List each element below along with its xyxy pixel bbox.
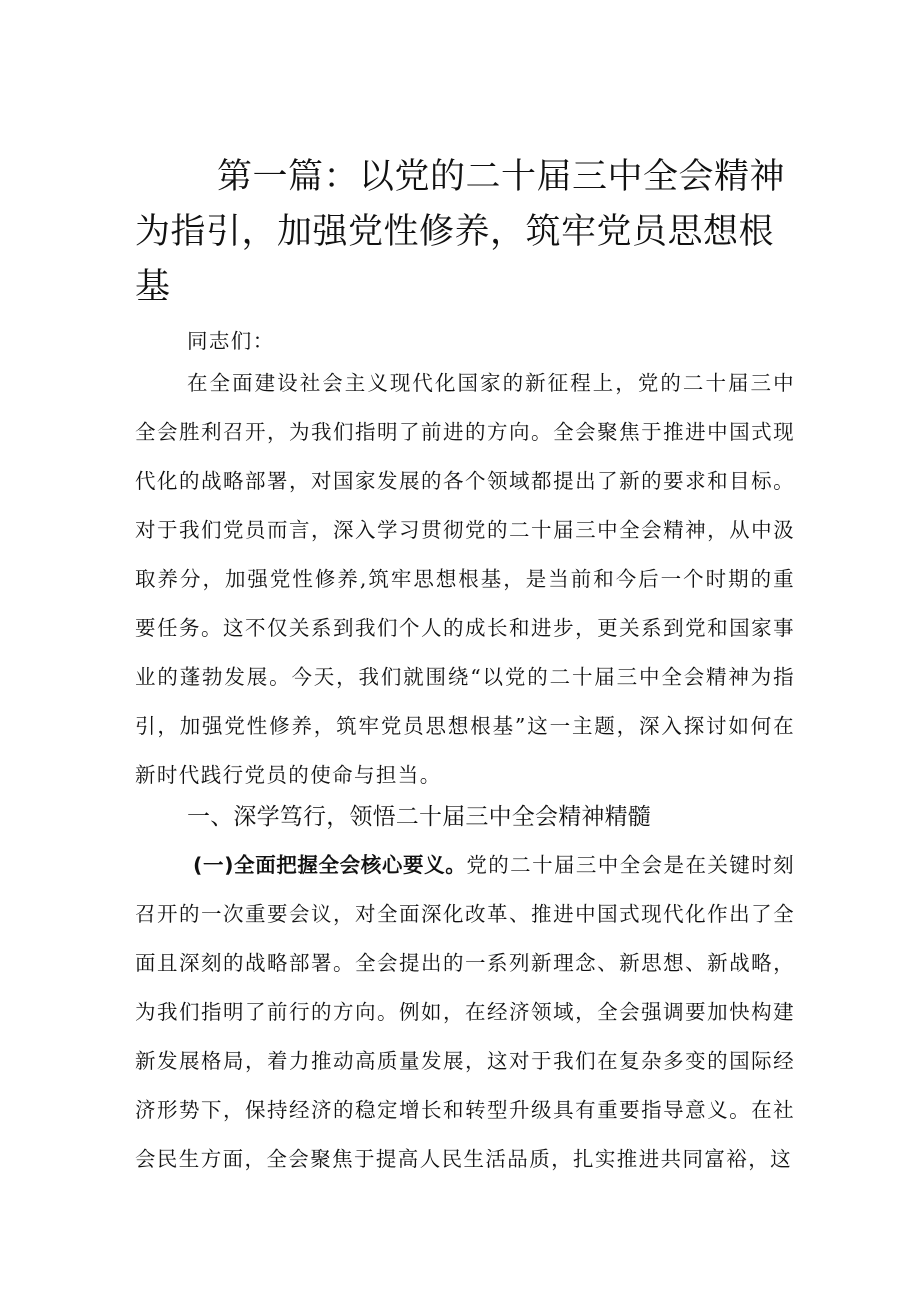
subsection-paragraph (135, 841, 795, 1184)
subsection-text: 党的二十届三中全会是在关键时刻召开的一次重要会议，对全面深化改革、推进中国式现代化作出了全面且深刻的战略部署。全会提出的一系列新理念、新思想、新战略，为我们指明了前行的方向。例如，在经济领域，全会强调要加快构建新发展格局，着力推动高质量发展，这对于我们在复杂多变的国际经济形势下，保持经济的稳定增长和转型升级具有重要指导意义。在社会民生方面，全会聚焦于提高人民生活品质，扎实推进共同富裕，这 (135, 853, 796, 1171)
subsection-lead: (一)全面把握全会核心要义。 (193, 853, 467, 877)
section-heading: 一、深学笃行，领悟二十届三中全会精神精髓 (187, 804, 651, 830)
document-title: 第一篇：以党的二十届三中全会精神为指引，加强党性修养，筑牢党员思想根基 (135, 157, 786, 307)
intro-paragraph: 在全面建设社会主义现代化国家的新征程上，党的二十届三中全会胜利召开，为我们指明了前进的方向。全会聚焦于推进中国式现代化的战略部署，对国家发展的各个领域都提出了新的要求和目标。对于我们党员而言，深入学习贯彻党的二十届三中全会精神，从中汲取养分，加强党性修养,筑牢思想根基，是当前和今后一个时期的重要任务。这不仅关系到我们个人的成长和进步，更关系到党和国家事业的蓬勃发展。今天，我们就围绕“以党的二十届三中全会精神为指引，加强党性修养，筑牢党员思想根基”这一主题，深入探讨如何在新时代践行党员的使命与担当。 (135, 371, 795, 787)
salutation: 同志们： (187, 329, 275, 353)
